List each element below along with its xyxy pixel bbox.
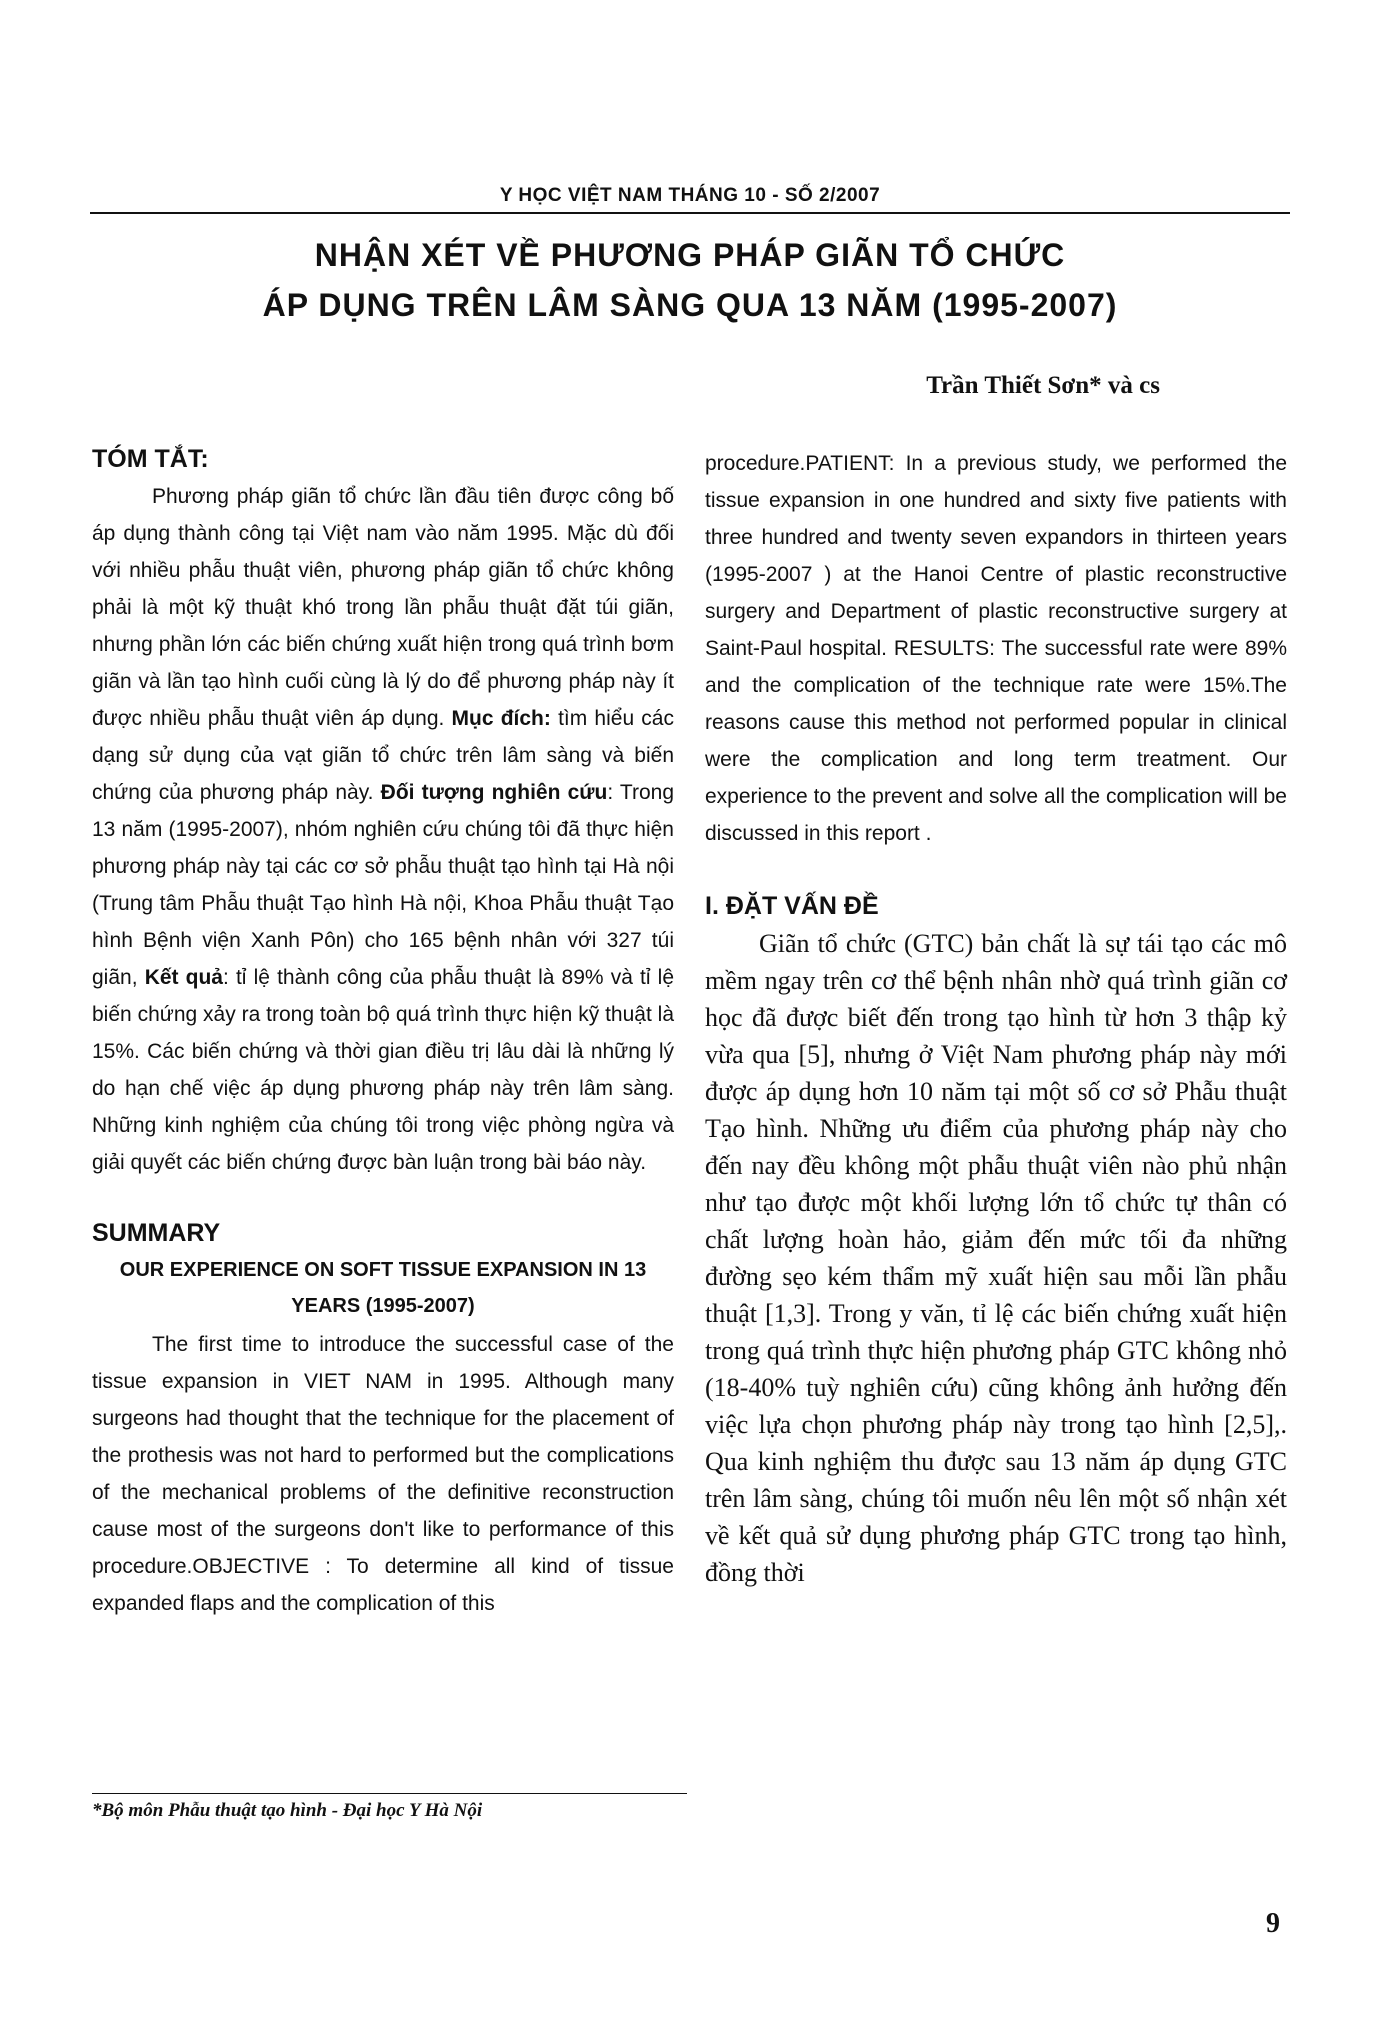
summary-heading: SUMMARY xyxy=(92,1219,221,1247)
article-title xyxy=(90,230,1290,330)
label-doi-tuong: Đối tượng nghiên cứu xyxy=(380,781,608,804)
section-1-text: Giãn tổ chức (GTC) bản chất là sự tái tạo các mô mềm ngay trên cơ thể bệnh nhân nhờ quá trình giãn cơ học đã được biết đến trong tạo hình từ hơn 3 thập kỷ vừa qua [5], nhưng ở Việt Nam phương pháp này mới được áp dụng hơn 10 năm tại một số cơ sở Phẫu thuật Tạo hình. Những ưu điểm của phương pháp này cho đến nay đều không một phẫu thuật viên nào phủ nhận như tạo được một khối lượng lớn tổ chức tự thân có chất lượng hoàn hảo, giảm đến mức tối đa những đường sẹo kém thẩm mỹ xuất hiện sau mỗi lần phẫu thuật [1,3]. Trong y văn, tỉ lệ các biến chứng xuất hiện trong quá trình thực hiện phương pháp GTC không nhỏ (18-40% tuỳ nghiên cứu) cũng không ảnh hưởng đến việc lựa chọn phương pháp này trong tạo hình [2,5],. Qua kinh nghiệm thu được sau 13 năm áp dụng GTC trên lâm sàng, chúng tôi muốn nêu lên một số nhận xét về kết quả sử dụng phương pháp GTC trong tạo hình, đồng thời xyxy=(705,929,1287,1587)
summary-text-right: procedure.PATIENT: In a previous study, we performed the tissue expansion in one hundred and sixty five patients with three hundred and twenty seven expandors in thirteen years (1995-2007 ) at the Hanoi Centre of plastic reconstructive surgery and Department of plastic reconstructive surgery at Saint-Paul hospital. RESULTS: The successful rate were 89% and the complication of the technique rate were 15%.The reasons cause this method not performed popular in clinical were the complication and long term treatment. Our experience to the prevent and solve all the complication will be discussed in this report . xyxy=(705,452,1287,845)
footnote-rule xyxy=(92,1793,687,1794)
page-number: 9 xyxy=(1266,1908,1280,1939)
affiliation-footnote: *Bộ môn Phẫu thuật tạo hình - Đại học Y Hà Nội xyxy=(92,1800,483,1821)
section-1-heading: I. ĐẶT VẤN ĐỀ xyxy=(705,892,879,920)
title-line-1: NHẬN XÉT VỀ PHƯƠNG PHÁP GIÃN TỔ CHỨC xyxy=(314,237,1066,273)
authors: Trần Thiết Sơn* và cs xyxy=(926,372,1160,399)
label-ket-qua: Kết quả xyxy=(144,966,223,989)
right-column xyxy=(705,445,1287,1591)
label-muc-dich: Mục đích: xyxy=(451,707,551,730)
summary-text-left: The first time to introduce the successful case of the tissue expansion in VIET NAM in 1995. Although many surgeons had thought that the technique for the placement of the prothesis was not hard to performed but the complications of the mechanical problems of the definitive reconstruction cause most of the surgeons don't like to performance of this procedure.OBJECTIVE : To determine all kind of tissue expanded flaps and the complication of this xyxy=(92,1333,674,1615)
abstract-vi-part-2: tìm hiểu các dạng sử dụng của vạt giãn tổ chức trên lâm sàng và biến chứng của phương pháp này. xyxy=(92,707,674,804)
abstract-vi-part-3: : Trong 13 năm (1995-2007), nhóm nghiên cứu chúng tôi đã thực hiện phương pháp này tại các cơ sở phẫu thuật tạo hình tại Hà nội (Trung tâm Phẫu thuật Tạo hình Hà nội, Khoa Phẫu thuật Tạo hình Bệnh viện Xanh Pôn) cho 165 bệnh nhân với 327 túi giãn, xyxy=(92,781,675,989)
left-column xyxy=(92,445,674,1622)
abstract-vi-heading: TÓM TẮT: xyxy=(92,445,209,473)
running-header: Y HỌC VIỆT NAM THÁNG 10 - SỐ 2/2007 xyxy=(499,185,881,206)
summary-subtitle: OUR EXPERIENCE ON SOFT TISSUE EXPANSION IN 13 YEARS (1995-2007) xyxy=(119,1259,647,1317)
abstract-vi-part-1: Phương pháp giãn tổ chức lần đầu tiên được công bố áp dụng thành công tại Việt nam vào năm 1995. Mặc dù đối với nhiều phẫu thuật viên, phương pháp giãn tổ chức không phải là một kỹ thuật khó trong lần phẫu thuật đặt túi giãn, nhưng phần lớn các biến chứng xuất hiện trong quá trình bơm giãn và lần tạo hình cuối cùng là lý do để phương pháp này ít được nhiều phẫu thuật viên áp dụng. xyxy=(92,485,674,730)
abstract-vi-text xyxy=(92,478,674,1181)
title-line-2: ÁP DỤNG TRÊN LÂM SÀNG QUA 13 NĂM (1995-2007) xyxy=(262,287,1118,323)
header-rule xyxy=(90,212,1290,214)
abstract-vi-part-4: : tỉ lệ thành công của phẫu thuật là 89% và tỉ lệ biến chứng xảy ra trong toàn bộ quá trình thực hiện kỹ thuật là 15%. Các biến chứng và thời gian điều trị lâu dài là những lý do hạn chế việc áp dụng phương pháp này trên lâm sàng. Những kinh nghiệm của chúng tôi trong việc phòng ngừa và giải quyết các biến chứng được bàn luận trong bài báo này. xyxy=(92,966,674,1174)
